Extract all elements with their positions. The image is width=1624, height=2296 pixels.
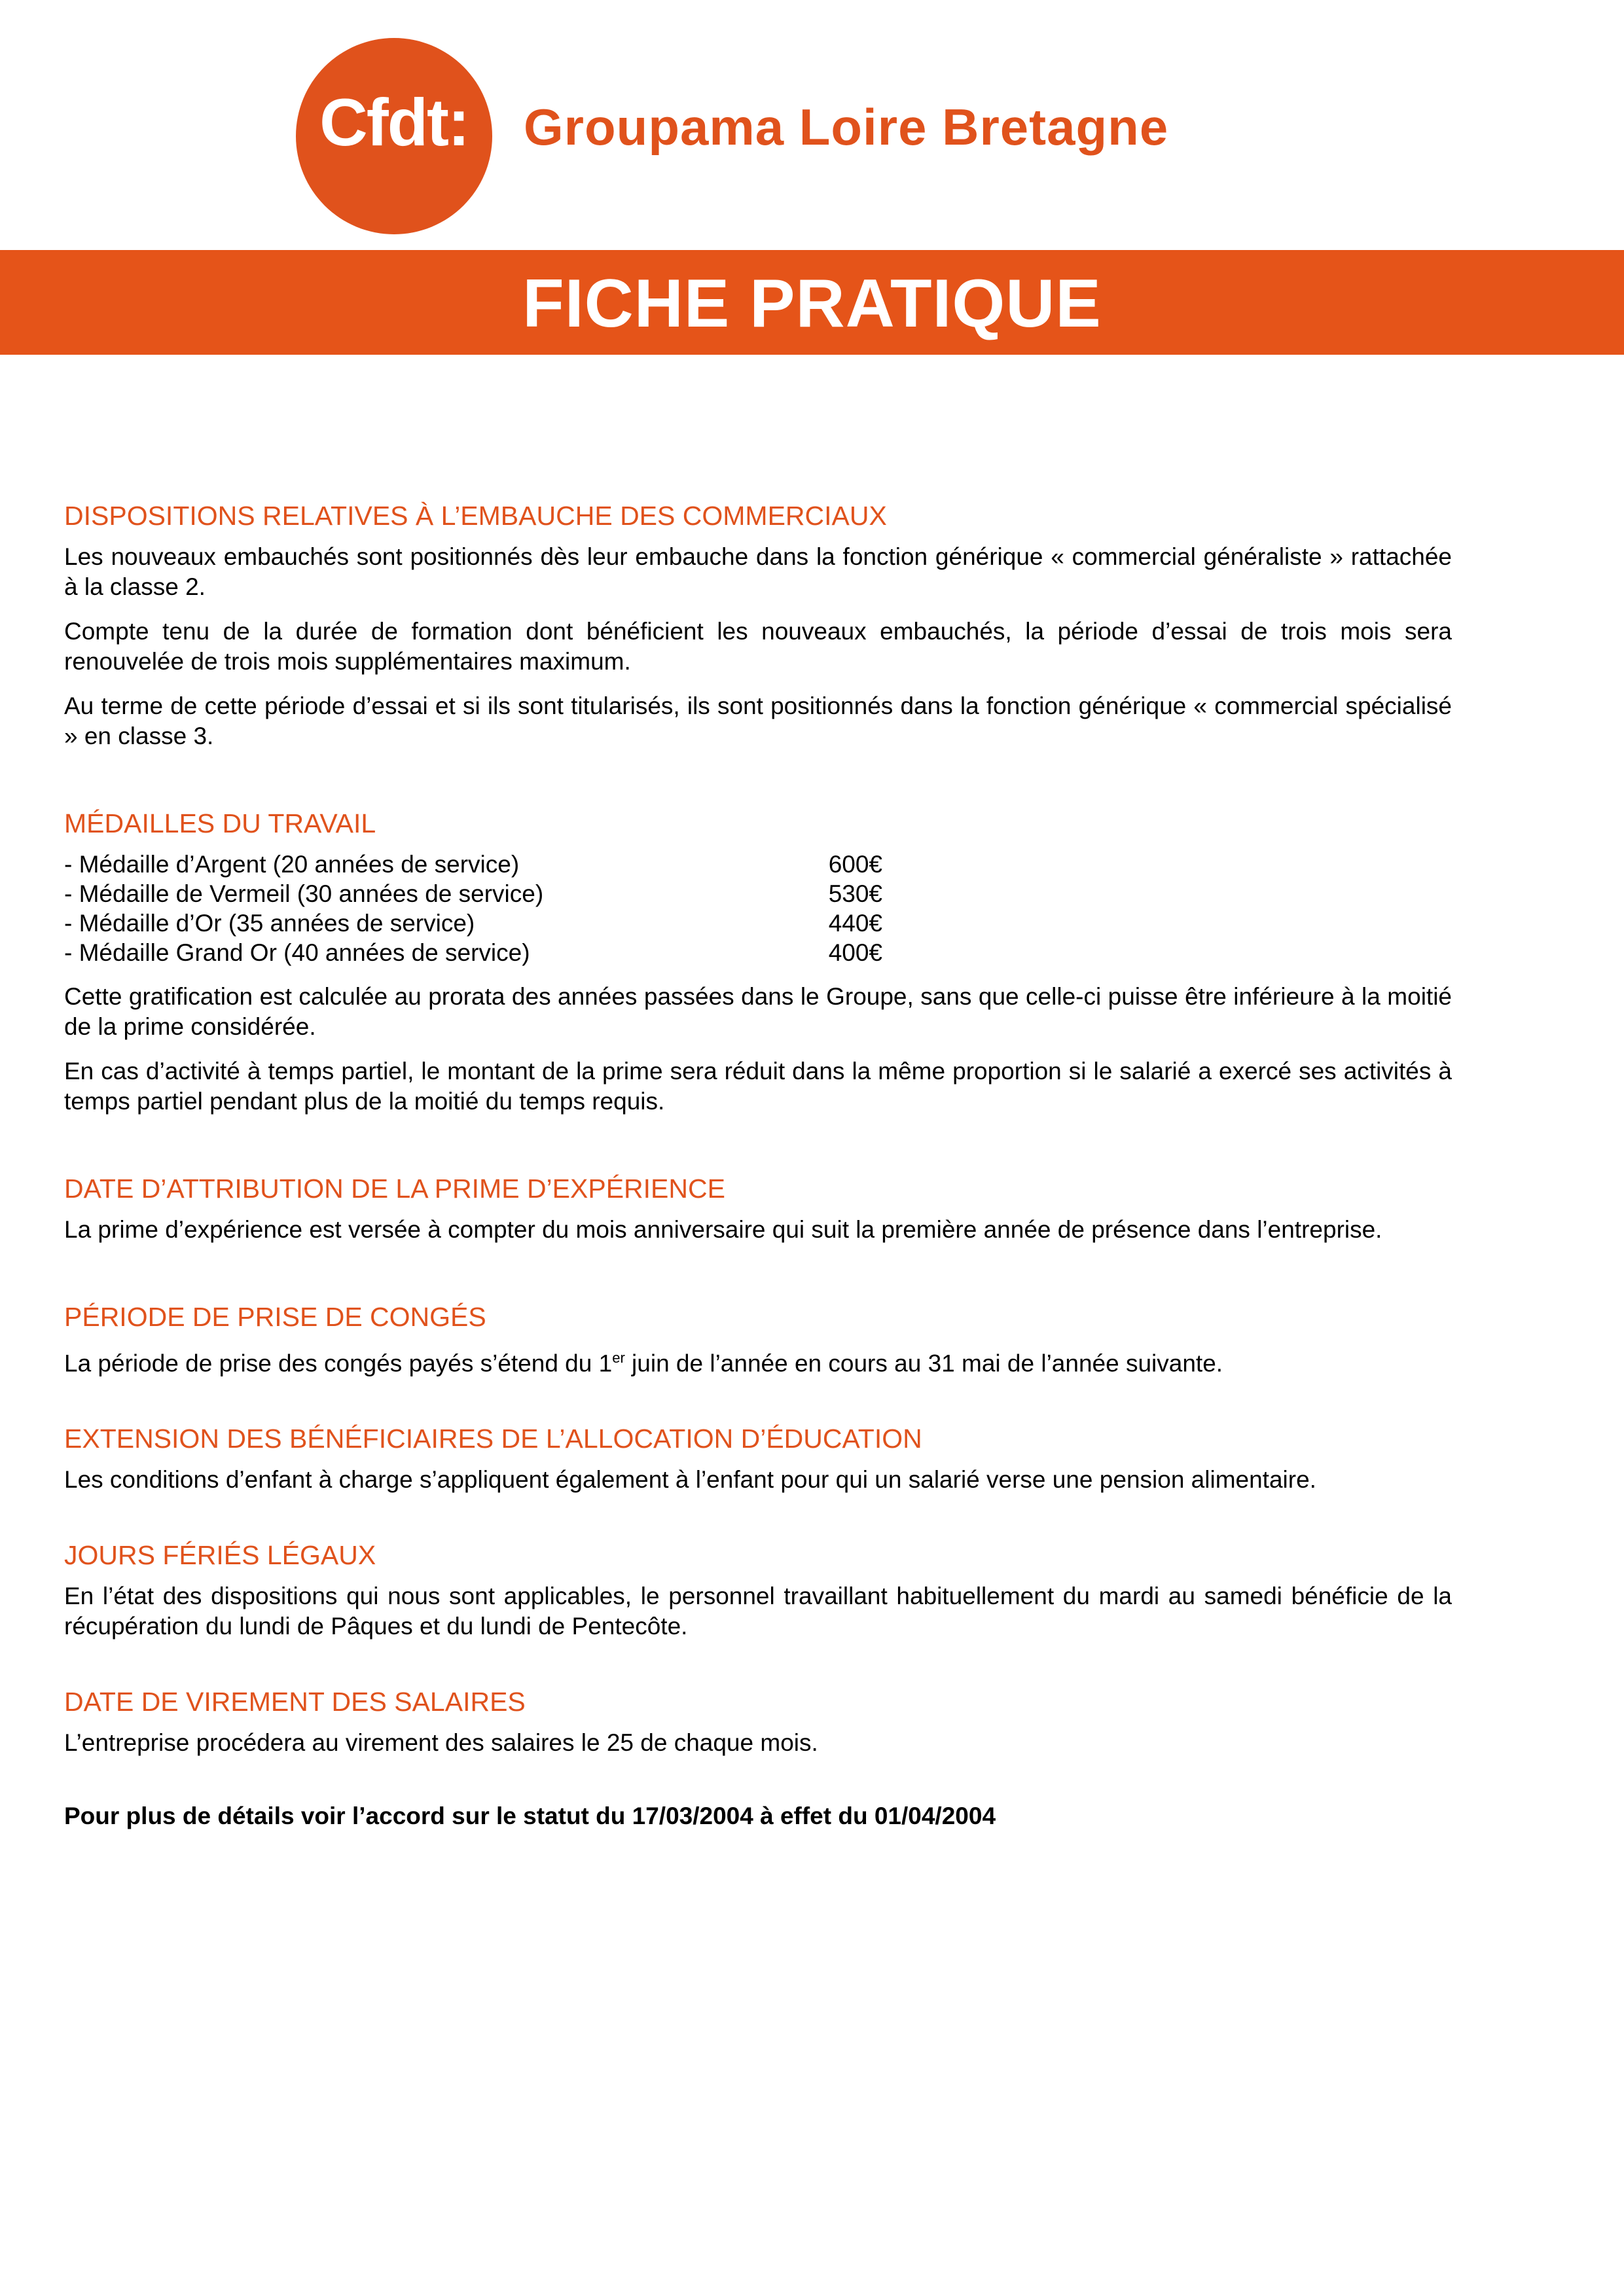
- paragraph: La prime d’expérience est versée à compter du mois anniversaire qui suit la première année de présence dans l’entreprise.: [64, 1216, 1382, 1243]
- section-heading: EXTENSION DES BÉNÉFICIAIRES DE L’ALLOCATION D’ÉDUCATION: [64, 1424, 922, 1454]
- footer-note: Pour plus de détails voir l’accord sur le statut du 17/03/2004 à effet du 01/04/2004: [64, 1803, 996, 1830]
- section-heading: JOURS FÉRIÉS LÉGAUX: [64, 1540, 376, 1571]
- page-title: FICHE PRATIQUE: [522, 266, 1102, 342]
- section-heading: DISPOSITIONS RELATIVES À L’EMBAUCHE DES COMMERCIAUX: [64, 501, 887, 531]
- section-prime-experience: [64, 1170, 1452, 1245]
- organization-name: Groupama Loire Bretagne: [524, 98, 1169, 156]
- medal-label: - Médaille d’Or (35 années de service): [64, 910, 475, 937]
- section-heading: MÉDAILLES DU TRAVAIL: [64, 808, 376, 838]
- medal-item: [64, 908, 1452, 938]
- medal-label: - Médaille Grand Or (40 années de service): [64, 939, 530, 966]
- paragraph: [64, 1343, 1452, 1378]
- superscript: er: [612, 1350, 625, 1366]
- cfdt-logo: [296, 38, 492, 234]
- medal-amount: 600€: [828, 851, 882, 878]
- medal-label: - Médaille de Vermeil (30 années de service): [64, 880, 544, 907]
- title-banner: [0, 250, 1624, 355]
- section-virement-salaires: [64, 1683, 1452, 1758]
- medal-item: [64, 879, 1452, 908]
- medal-label: - Médaille d’Argent (20 années de service): [64, 851, 520, 878]
- section-heading: DATE DE VIREMENT DES SALAIRES: [64, 1687, 526, 1717]
- medal-amount: 440€: [828, 910, 882, 937]
- header-logo: [0, 0, 1624, 249]
- medal-item: [64, 850, 1452, 879]
- paragraph: Au terme de cette période d’essai et si ils sont titularisés, ils sont positionnés dans la fonction générique « commercial spécialisé » en classe 3.: [64, 692, 1452, 749]
- paragraph: En cas d’activité à temps partiel, le montant de la prime sera réduit dans la même proportion si le salarié a exercé ses activités à temps partiel pendant plus de la moitié du temps requis.: [64, 1058, 1452, 1115]
- paragraph: Cette gratification est calculée au prorata des années passées dans le Groupe, sans que celle-ci puisse être inférieure à la moitié de la prime considérée.: [64, 983, 1452, 1040]
- cfdt-logo-text: Cfdt:: [319, 85, 469, 160]
- section-allocation-education: [64, 1420, 1452, 1495]
- medal-item: [64, 938, 1452, 967]
- medal-amount: 530€: [828, 880, 882, 907]
- section-conges: [64, 1299, 1452, 1378]
- text-fragment: juin de l’année en cours au 31 mai de l’année suivante.: [624, 1350, 1223, 1377]
- paragraph: En l’état des dispositions qui nous sont applicables, le personnel travaillant habituellement du mardi au samedi bénéficie de la récupération du lundi de Pâques et du lundi de Pentecôte.: [64, 1583, 1452, 1640]
- paragraph: Compte tenu de la durée de formation dont bénéficient les nouveaux embauchés, la période d’essai de trois mois sera renouvelée de trois mois supplémentaires maximum.: [64, 618, 1452, 675]
- medal-amount: 400€: [828, 939, 882, 966]
- paragraph: L’entreprise procédera au virement des salaires le 25 de chaque mois.: [64, 1729, 818, 1757]
- paragraph: Les conditions d’enfant à charge s’appliquent également à l’enfant pour qui un salarié verse une pension alimentaire.: [64, 1466, 1316, 1494]
- paragraph: Les nouveaux embauchés sont positionnés dès leur embauche dans la fonction générique « commercial généraliste » rattachée à la classe 2.: [64, 543, 1452, 600]
- section-medailles-travail: [64, 805, 1452, 1117]
- section-heading: DATE D’ATTRIBUTION DE LA PRIME D’EXPÉRIENCE: [64, 1174, 725, 1204]
- section-jours-feries: [64, 1537, 1452, 1641]
- section-heading: PÉRIODE DE PRISE DE CONGÉS: [64, 1302, 486, 1332]
- medal-list: [64, 850, 1452, 967]
- document-body: [64, 497, 1452, 1831]
- section-embauche-commerciaux: [64, 497, 1452, 751]
- text-fragment: La période de prise des congés payés s’étend du 1: [64, 1350, 613, 1377]
